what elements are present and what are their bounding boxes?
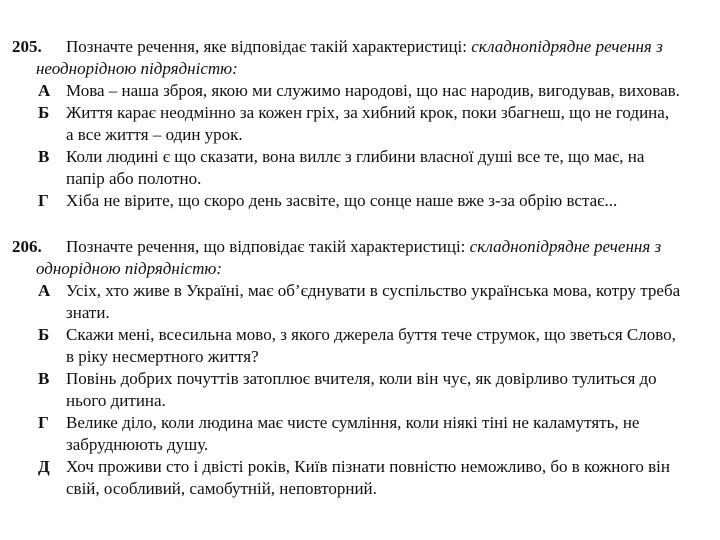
- option-letter: Б: [38, 325, 50, 344]
- task-prompt-text: Позначте речення, яке відповідає такій характеристиці:: [66, 37, 468, 56]
- task-header: [0, 36, 720, 80]
- task-characteristic-line2: неоднорідною підрядністю:: [36, 59, 238, 78]
- options-list: [0, 280, 720, 500]
- option-d: [0, 456, 720, 500]
- task-prompt-text: Позначте речення, що відповідає такій характеристиці:: [66, 237, 466, 256]
- task-number: 205.: [12, 37, 42, 56]
- option-text: Хіба не вірите, що скоро день засвіте, що сонце наше вже з-за обрію встає...: [66, 191, 618, 210]
- option-text: Повінь добрих почуттів затоплює вчителя, коли він чує, як довірливо тулиться до: [66, 369, 657, 388]
- option-letter: А: [38, 281, 51, 300]
- option-text-cont: а все життя – один урок.: [66, 125, 243, 144]
- option-g: [0, 412, 720, 456]
- option-letter: В: [38, 147, 50, 166]
- option-letter: Г: [38, 413, 49, 432]
- option-text-cont: папір або полотно.: [66, 169, 202, 188]
- option-g: [0, 190, 720, 212]
- option-letter: В: [38, 369, 50, 388]
- option-letter: Г: [38, 191, 49, 210]
- option-b: [0, 324, 720, 368]
- option-text-cont: нього дитина.: [66, 391, 166, 410]
- option-letter: А: [38, 81, 51, 100]
- option-letter: Д: [38, 457, 50, 476]
- option-text-cont: свій, особливий, самобутній, неповторний.: [66, 479, 377, 498]
- option-text: Усіх, хто живе в Україні, має об’єднувати в суспільство українська мова, котру треба: [66, 281, 681, 300]
- task-205: [0, 36, 720, 210]
- option-text-cont: знати.: [66, 303, 110, 322]
- option-letter: Б: [38, 103, 50, 122]
- option-b: [0, 102, 720, 146]
- option-text-cont: в ріку несмертного життя?: [66, 347, 259, 366]
- task-characteristic-line1: складнопідрядне речення з: [471, 37, 663, 56]
- option-text: Хоч проживи сто і двісті років, Київ пізнати повністю неможливо, бо в кожного він: [66, 457, 670, 476]
- task-prompt: [66, 236, 706, 258]
- option-text-cont: забруднюють душу.: [66, 435, 209, 454]
- task-prompt: [66, 36, 706, 58]
- option-a: [0, 80, 720, 102]
- option-text: Коли людині є що сказати, вона виллє з глибини власної душі все те, що має, на: [66, 147, 645, 166]
- task-header: [0, 236, 720, 280]
- task-206: [0, 236, 720, 498]
- option-v: [0, 146, 720, 190]
- option-v: [0, 368, 720, 412]
- options-list: [0, 80, 720, 212]
- option-text: Скажи мені, всесильна мово, з якого джерела буття тече струмок, що зветься Слово,: [66, 325, 676, 344]
- option-text: Життя карає неодмінно за кожен гріх, за хибний крок, поки збагнеш, що не година,: [66, 103, 670, 122]
- task-number: 206.: [12, 237, 42, 256]
- option-a: [0, 280, 720, 324]
- task-characteristic-line2: однорідною підрядністю:: [36, 259, 223, 278]
- task-characteristic-line1: складнопідрядне речення з: [469, 237, 662, 256]
- option-text: Мова – наша зброя, якою ми служимо народові, що нас народив, вигодував, виховав.: [66, 81, 680, 100]
- option-text: Велике діло, коли людина має чисте сумління, коли ніякі тіні не каламутять, не: [66, 413, 640, 432]
